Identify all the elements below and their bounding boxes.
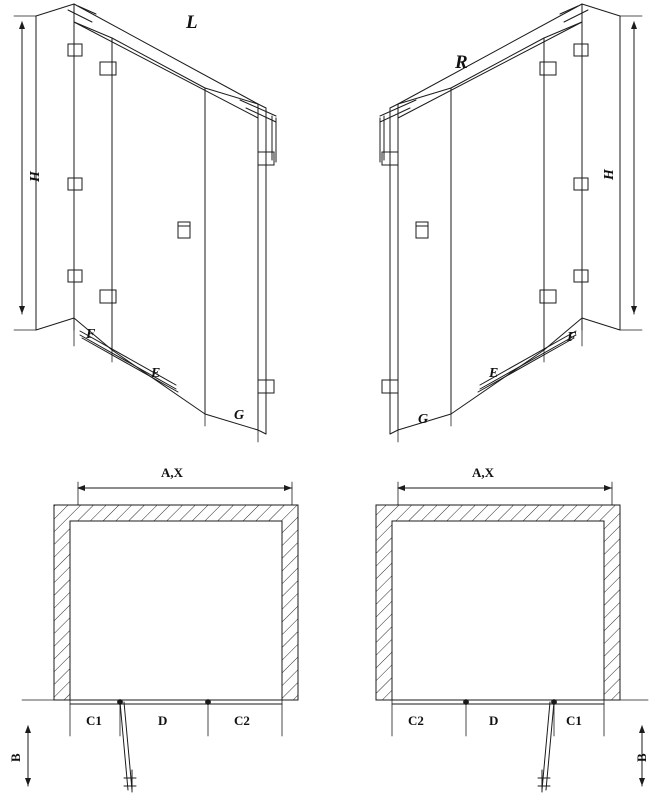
segment-label-c1-left: C1 <box>86 713 102 728</box>
segment-label-c2-right: C2 <box>408 713 424 728</box>
depth-label-left: B <box>8 753 23 762</box>
view-label-r: R <box>455 52 468 73</box>
depth-label-right: B <box>634 753 649 762</box>
plan-left-geometry <box>22 482 298 792</box>
elevation-left-geometry <box>14 4 276 442</box>
height-label-right: H <box>602 169 617 180</box>
panel-label-g-right: G <box>418 412 429 427</box>
segment-label-d-right: D <box>489 713 499 728</box>
panel-label-e-right: E <box>489 366 499 381</box>
segment-label-c1-right: C1 <box>566 713 582 728</box>
width-label-right: A,X <box>472 465 495 480</box>
segment-label-c2-left: C2 <box>234 713 250 728</box>
width-label-left: A,X <box>161 465 184 480</box>
panel-label-f-right: F <box>567 330 577 345</box>
panel-label-f-left: F <box>86 327 96 342</box>
elevation-right-geometry <box>380 4 642 442</box>
panel-label-g-left: G <box>234 408 245 423</box>
plan-right-geometry <box>376 482 648 792</box>
height-label-left: H <box>28 171 43 182</box>
view-label-l: L <box>186 12 198 33</box>
panel-label-e-left: E <box>151 366 161 381</box>
segment-label-d-left: D <box>158 713 168 728</box>
